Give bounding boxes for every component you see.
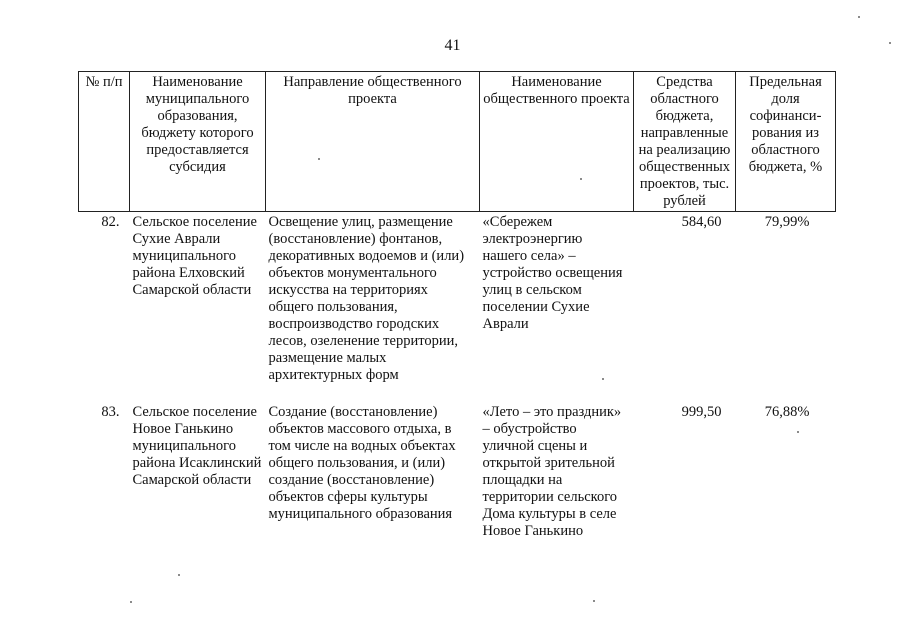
row-municipality: Сельское поселение Новое Ганькино муниципального района Исаклинский Самарской области (132, 404, 262, 488)
row-municipality: Сельское поселение Сухие Аврали муниципального района Елховский Самарской области (132, 214, 257, 298)
scan-speck (178, 574, 180, 576)
row-amount: 584,60 (681, 214, 722, 230)
scan-speck (318, 158, 320, 160)
row-project: «Сбережем электроэнергию нашего села» – устройство освещения улиц в сельском поселении Сухие Аврали (482, 214, 623, 332)
scan-speck (602, 378, 604, 380)
scan-speck (889, 42, 891, 44)
row-direction: Освещение улиц, размещение (восстановление) фонтанов, декоративных водоемов и (или) объектов монументального искусства на территориях общего пользования, воспроизводство городских лесов, озеленение территории, размещение малых архитектурных форм (268, 214, 465, 383)
header-share: Предельная доля софинанси-рования из областного бюджета, % (736, 72, 836, 212)
scan-speck (797, 431, 799, 433)
row-share: 76,88% (764, 404, 810, 420)
scan-speck (580, 178, 582, 180)
header-direction: Направление общественного проекта (266, 72, 480, 212)
scan-speck (858, 16, 860, 18)
row-share: 79,99% (764, 214, 810, 230)
table-header-row (79, 72, 836, 212)
scan-speck (593, 600, 595, 602)
header-number: № п/п (79, 72, 130, 212)
row-number: 83. (101, 404, 120, 420)
page-number: 41 (444, 37, 461, 54)
row-direction: Создание (восстановление) объектов массового отдыха, в том числе на водных объектах общего пользования, и (или) создание (восстановление) объектов сферы культуры муниципального образования (268, 404, 456, 522)
subsidy-table (78, 71, 836, 579)
table-row (79, 402, 836, 579)
row-number: 82. (101, 214, 120, 230)
row-amount: 999,50 (681, 404, 722, 420)
header-municipality: Наименование муниципального образования, бюджету которого предоставляется субсидия (130, 72, 266, 212)
row-project: «Лето – это праздник» – обустройство уличной сцены и открытой зрительной площадки на территории сельского Дома культуры в селе Новое Ганькино (482, 404, 622, 539)
table-row (79, 212, 836, 403)
header-amount: Средства областного бюджета, направленные на реализацию общественных проектов, тыс. рублей (634, 72, 736, 212)
header-project: Наименование общественного проекта (480, 72, 634, 212)
scan-speck (130, 601, 132, 603)
